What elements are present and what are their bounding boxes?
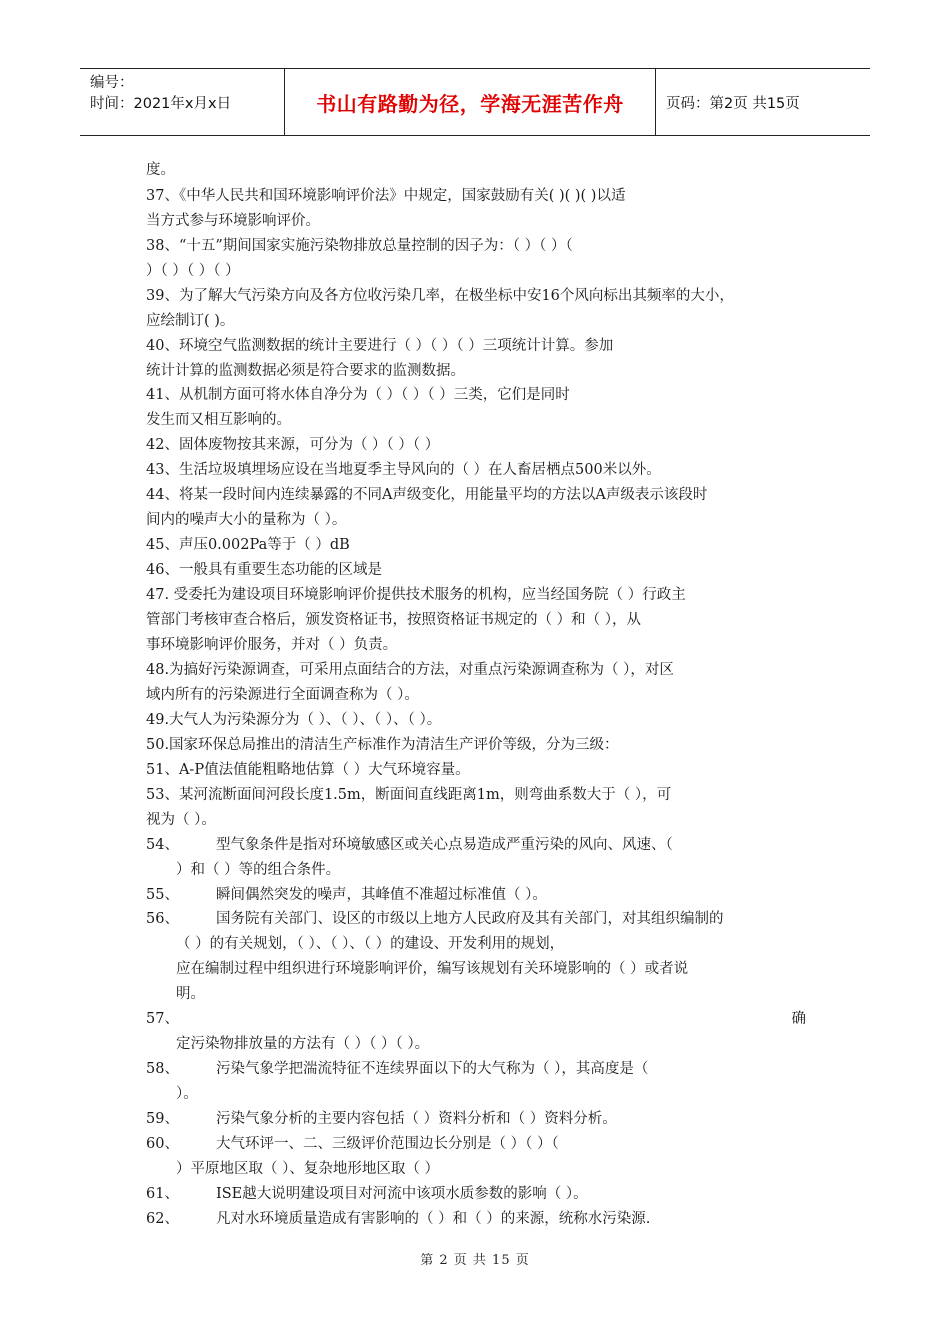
question-item: [176, 860, 340, 880]
text-line: 42、固体废物按其来源，可分为（ ）（ ）（ ）: [146, 437, 440, 453]
question-text: ISE越大说明建设项目对河流中该项水质参数的影响（ ）。: [216, 1186, 588, 1202]
question-text: 应在编制过程中组织进行环境影响评价，编写该规划有关环境影响的（ ）或者说: [176, 961, 689, 977]
question-number: 61、: [146, 1186, 179, 1202]
text-line: 49.大气人为污染源分为（ ）、（ ）、（ ）、（ ）。: [146, 712, 442, 728]
text-line: 事环境影响评价服务，并对（ ）负责。: [146, 637, 398, 653]
text-line: 47. 受委托为建设项目环境影响评价提供技术服务的机构，应当经国务院（ ）行政主: [146, 587, 686, 603]
text-line: 视为（ ）。: [146, 812, 216, 828]
question-text: 型气象条件是指对环境敏感区或关心点易造成严重污染的风向、风速、（: [216, 837, 673, 853]
text-line: 44、将某一段时间内连续暴露的不同A声级变化，用能量平均的方法以A声级表示该段时: [146, 487, 708, 503]
text-line: 40、环境空气监测数据的统计主要进行（ ）（ ）（ ）三项统计计算。参加: [146, 338, 614, 354]
text-line: 43、生活垃圾填埋场应设在当地夏季主导风向的（ ）在人畜居栖点500米以外。: [146, 462, 661, 478]
question-item: [176, 1084, 198, 1104]
text-line: 间内的噪声大小的量称为（ ）。: [146, 512, 347, 528]
text-line: 当方式参与环境影响评价。: [146, 213, 320, 229]
text-line: 39、为了解大气污染方向及各方位收污染几率，在极坐标中安16个风向标出其频率的大小，: [146, 288, 734, 304]
text-line: 应绘制订( )。: [146, 313, 235, 329]
question-text: 国务院有关部门、设区的市级以上地方人民政府及其有关部门，对其组织编制的: [216, 911, 724, 927]
text-line: 域内所有的污染源进行全面调查称为（ ）。: [146, 687, 419, 703]
header-page-code: 页码：第2页 共15页: [666, 95, 800, 112]
question-text: 定污染物排放量的方法有（ ）（ ）（ ）。: [176, 1036, 430, 1052]
time-label: 时间：2021年x月x日: [90, 96, 232, 112]
text-line: 51、A-P值法值能粗略地估算（ ）大气环境容量。: [146, 762, 470, 778]
question-item: [146, 885, 547, 905]
question-text: 大气环评一、二、三级评价范围边长分别是（ ）（ ）（: [216, 1136, 559, 1152]
question-text: 凡对水环境质量造成有害影响的（ ）和（ ）的来源，统称水污染源.: [216, 1211, 651, 1227]
question-number: 62、: [146, 1211, 179, 1227]
text-line: 度。: [146, 162, 175, 178]
question-text: 确: [791, 1011, 806, 1027]
question-text: ）。: [176, 1086, 198, 1102]
question-item: [146, 835, 673, 855]
header-motto: 书山有路勤为径，学海无涯苦作舟: [284, 69, 656, 135]
question-number: 57、: [146, 1011, 179, 1027]
text-line: 38、“十五”期间国家实施污染物排放总量控制的因子为：（ ）（ ）（: [146, 238, 573, 254]
question-item: [146, 1009, 806, 1029]
question-item: [176, 1159, 439, 1179]
question-item: [146, 1109, 617, 1129]
question-text: （ ）的有关规划，（ ）、（ ）、（ ）的建设、开发利用的规划，: [176, 936, 565, 952]
question-text: ）平原地区取（ ）、复杂地形地区取（ ）: [176, 1161, 439, 1177]
question-item: [146, 1059, 648, 1079]
text-line: 41、从机制方面可将水体自净分为（ ）（ ）（ ）三类，它们是同时: [146, 387, 570, 403]
question-text: 瞬间偶然突发的噪声，其峰值不准超过标准值（ ）。: [216, 887, 547, 903]
page-header: [80, 68, 870, 136]
text-line: 45、声压0.002Pa等于（ ）dB: [146, 537, 350, 553]
text-line: 53、某河流断面间河段长度1.5m，断面间直线距离1m，则弯曲系数大于（ ），可: [146, 787, 672, 803]
question-item: [176, 934, 564, 954]
page-footer: 第 2 页 共 15 页: [420, 1253, 530, 1268]
question-item: [176, 959, 688, 979]
text-line: 46、一般具有重要生态功能的区域是: [146, 562, 382, 578]
text-line: 37、《中华人民共和国环境影响评价法》中规定，国家鼓励有关( )( )( )以适: [146, 188, 626, 204]
question-text: ）和（ ）等的组合条件。: [176, 862, 341, 878]
text-line: 发生而又相互影响的。: [146, 412, 291, 428]
question-item: [146, 1184, 588, 1204]
text-line: 48.为搞好污染源调查，可采用点面结合的方法，对重点污染源调查称为（ ），对区: [146, 662, 674, 678]
text-line: 管部门考核审查合格后，颁发资格证书，按照资格证书规定的（ ）和（ ），从: [146, 612, 641, 628]
question-text: 明。: [176, 986, 205, 1002]
question-item: [146, 1209, 650, 1229]
question-text: 污染气象学把湍流特征不连续界面以下的大气称为（ ），其高度是（: [216, 1061, 649, 1077]
text-line: 统计计算的监测数据必须是符合要求的监测数据。: [146, 363, 465, 379]
question-number: 60、: [146, 1136, 179, 1152]
question-text: 污染气象分析的主要内容包括（ ）资料分析和（ ）资料分析。: [216, 1111, 617, 1127]
question-number: 58、: [146, 1061, 179, 1077]
question-number: 54、: [146, 837, 179, 853]
question-item: [146, 909, 724, 929]
question-item: [146, 1134, 559, 1154]
header-meta: [80, 69, 284, 135]
question-item: [176, 1034, 429, 1054]
question-number: 55、: [146, 887, 179, 903]
question-number: 56、: [146, 911, 179, 927]
text-line: 50.国家环保总局推出的清洁生产标准作为清洁生产评价等级，分为三级：: [146, 737, 619, 753]
question-item: [176, 984, 205, 1004]
question-number: 59、: [146, 1111, 179, 1127]
serial-label: 编号：: [90, 75, 134, 91]
text-line: ）（ ）（ ）（ ）: [146, 263, 240, 279]
